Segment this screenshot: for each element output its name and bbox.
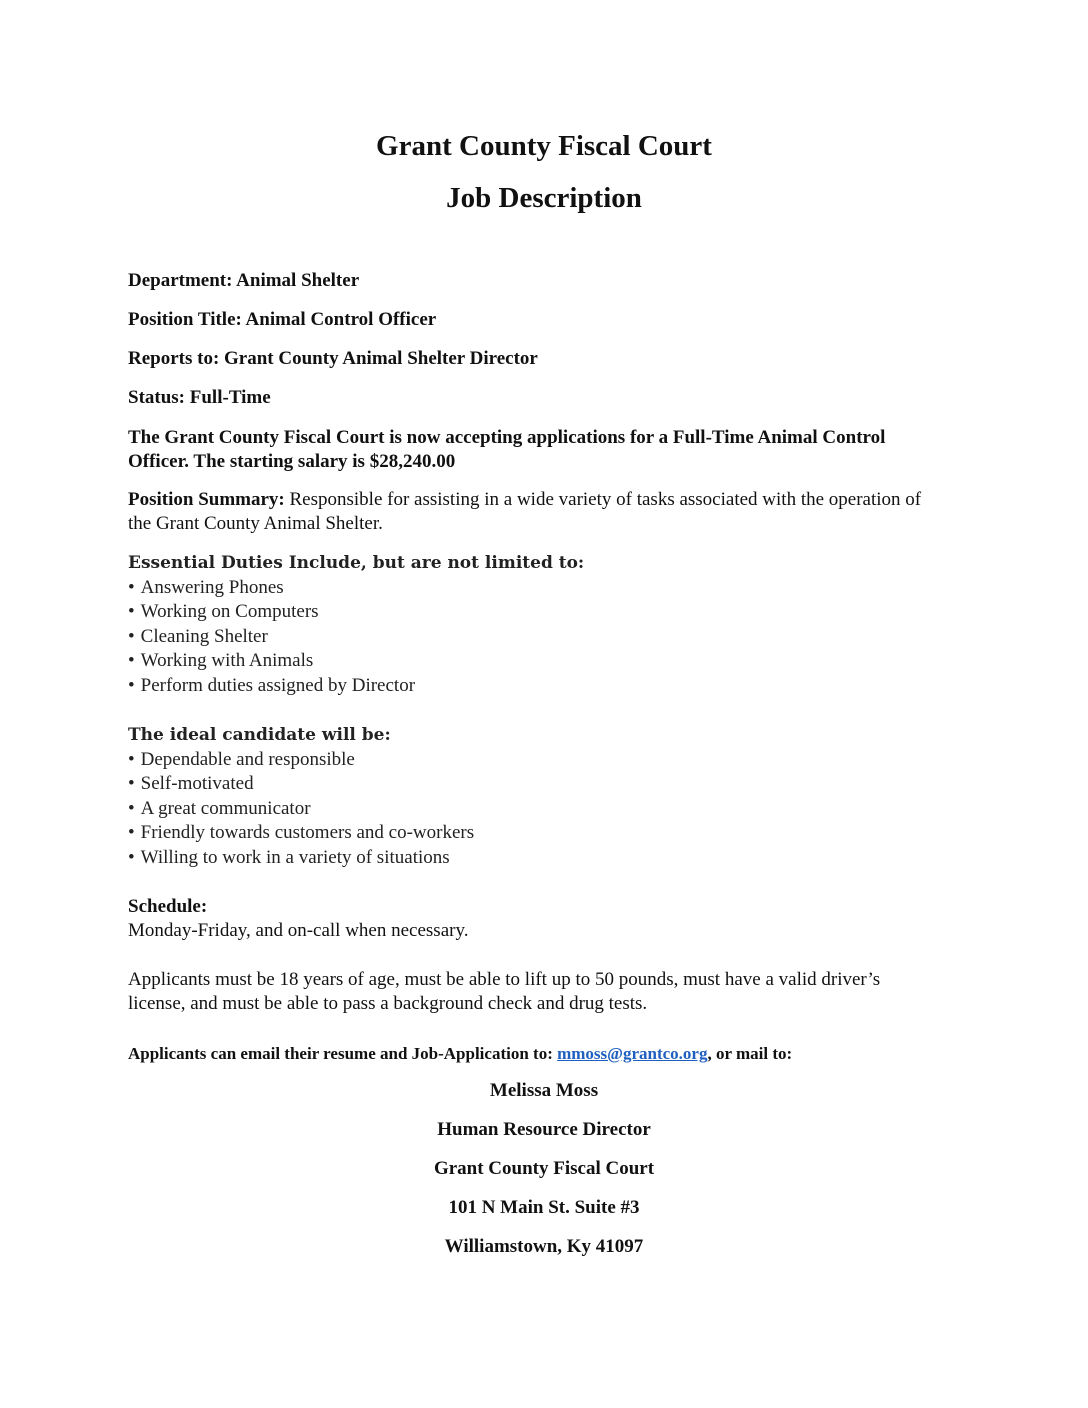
- requirements: Applicants must be 18 years of age, must be able to lift up to 50 pounds, must have a valid driver’s license, and must be able to pass a background check and drug tests.: [128, 969, 881, 1014]
- position-title-field: Position Title: Animal Control Officer: [128, 309, 437, 330]
- schedule-section: [128, 895, 928, 943]
- list-item: • Friendly towards customers and co-workers: [128, 821, 474, 846]
- contact-name: Melissa Moss: [489, 1080, 599, 1101]
- list-item: • Dependable and responsible: [128, 748, 474, 773]
- department-field: Department: Animal Shelter: [128, 270, 360, 291]
- list-item: • A great communicator: [128, 797, 474, 822]
- duties-section: [128, 551, 584, 698]
- contact-title: Human Resource Director: [437, 1119, 651, 1140]
- list-item: • Working on Computers: [128, 600, 584, 625]
- apply-prefix: Applicants can email their resume and Job-Application to:: [128, 1044, 558, 1063]
- candidate-heading: The ideal candidate will be:: [128, 725, 391, 745]
- contact-address: 101 N Main St. Suite #3: [448, 1197, 640, 1218]
- duties-list: [128, 576, 584, 699]
- candidate-section: [128, 723, 474, 870]
- announcement: The Grant County Fiscal Court is now accepting applications for a Full-Time Animal Control Officer. The starting salary is $28,240.00: [128, 427, 886, 472]
- summary-text: Responsible for assisting in a wide variety of tasks associated with the operation of the Grant County Animal Shelter.: [128, 489, 922, 534]
- email-link[interactable]: mmoss@grantco.org: [557, 1044, 708, 1063]
- contact-city: Williamstown, Ky 41097: [444, 1236, 644, 1257]
- list-item: • Willing to work in a variety of situations: [128, 846, 474, 871]
- organization-title: Grant County Fiscal Court: [376, 130, 712, 162]
- list-item: • Answering Phones: [128, 576, 584, 601]
- contact-organization: Grant County Fiscal Court: [433, 1158, 655, 1179]
- reports-to-field: Reports to: Grant County Animal Shelter Director: [128, 348, 538, 369]
- duties-heading: Essential Duties Include, but are not limited to:: [128, 553, 585, 573]
- list-item: • Cleaning Shelter: [128, 625, 584, 650]
- status-field: Status: Full-Time: [128, 387, 271, 408]
- list-item: • Working with Animals: [128, 649, 584, 674]
- list-item: • Self-motivated: [128, 772, 474, 797]
- apply-instructions: [128, 1042, 928, 1066]
- position-summary: [128, 488, 928, 536]
- schedule-text: Monday-Friday, and on-call when necessary.: [128, 920, 469, 941]
- list-item: • Perform duties assigned by Director: [128, 674, 584, 699]
- apply-suffix: , or mail to:: [707, 1044, 793, 1063]
- candidate-list: [128, 748, 474, 871]
- document-title: Job Description: [446, 182, 642, 214]
- summary-label: Position Summary:: [128, 489, 285, 510]
- schedule-label: Schedule:: [128, 896, 208, 917]
